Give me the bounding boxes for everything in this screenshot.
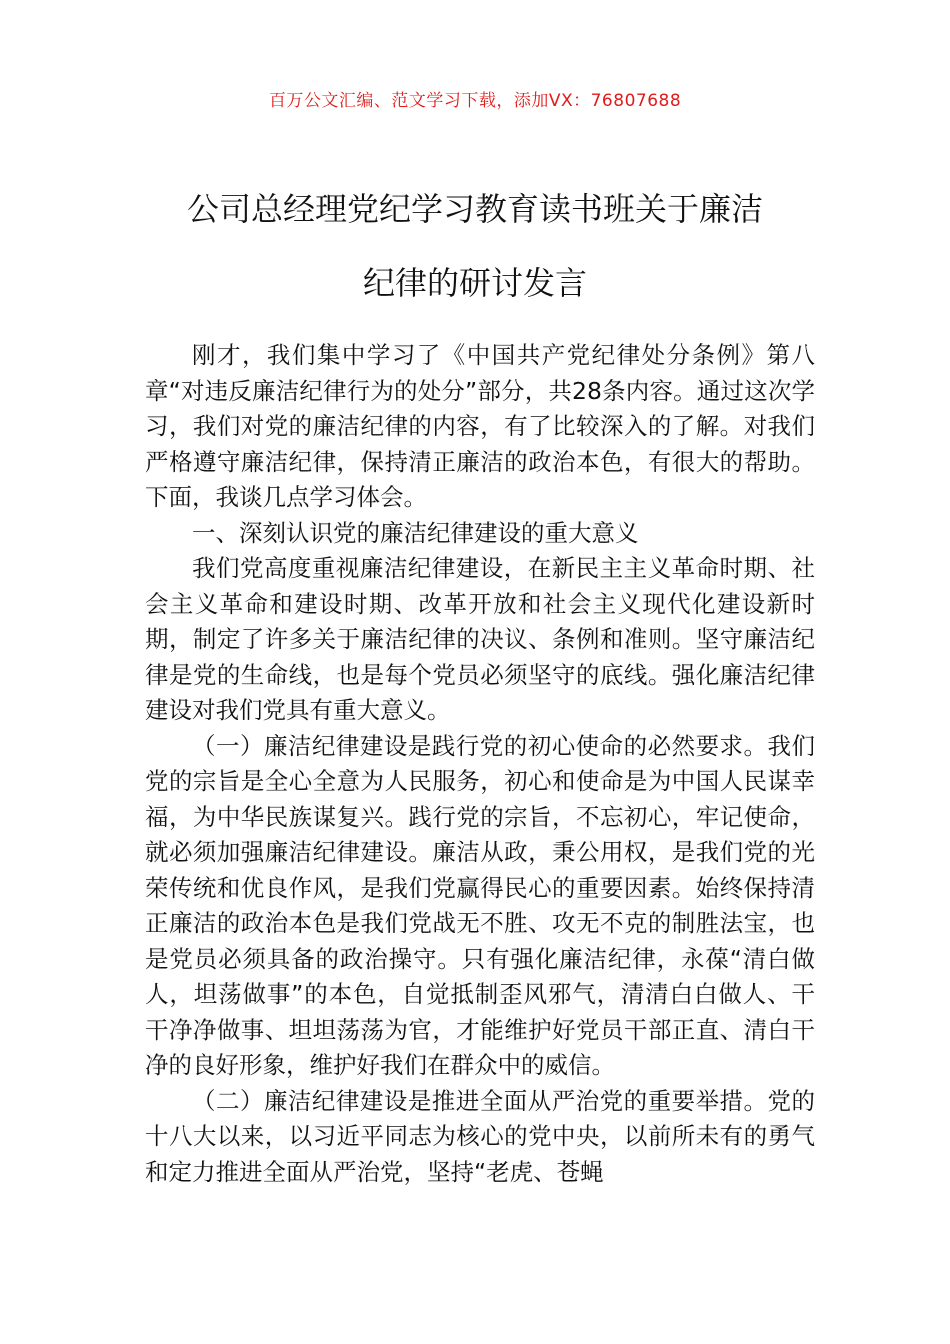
paragraph-point-1: （一）廉洁纪律建设是践行党的初心使命的必然要求。我们党的宗旨是全心全意为人民服务，初心和使命是为中国人民谋幸福，为中华民族谋复兴。践行党的宗旨，不忘初心，牢记使命，就必须加强廉洁纪律建设。廉洁从政，秉公用权，是我们党的光荣传统和优良作风，是我们党赢得民心的重要因素。始终保持清正廉洁的政治本色是我们党战无不胜、攻无不克的制胜法宝，也是党员必须具备的政治操守。只有强化廉洁纪律，永葆“清白做人，坦荡做事”的本色，自觉抵制歪风邪气，清清白白做人、干干净净做事、坦坦荡荡为官，才能维护好党员干部正直、清白干净的良好形象，维护好我们在群众中的威信。 bbox=[145, 731, 815, 1079]
document-title bbox=[100, 172, 850, 320]
paragraph-significance: 我们党高度重视廉洁纪律建设，在新民主主义革命时期、社会主义革命和建设时期、改革开放和社会主义现代化建设新时期，制定了许多关于廉洁纪律的决议、条例和准则。坚守廉洁纪律是党的生命线，也是每个党员必须坚守的底线。强化廉洁纪律建设对我们党具有重大意义。 bbox=[145, 554, 815, 724]
paragraph-intro: 刚才，我们集中学习了《中国共产党纪律处分条例》第八章“对违反廉洁纪律行为的处分”部分，共28条内容。通过这次学习，我们对党的廉洁纪律的内容，有了比较深入的了解。对我们严格遵守廉洁纪律，保持清正廉洁的政治本色，有很大的帮助。下面，我谈几点学习体会。 bbox=[145, 341, 815, 511]
title-line-1: 公司总经理党纪学习教育读书班关于廉洁 bbox=[186, 190, 763, 228]
section-heading-1: 一、深刻认识党的廉洁纪律建设的重大意义 bbox=[192, 518, 639, 547]
title-line-2: 纪律的研讨发言 bbox=[362, 264, 587, 302]
document-body bbox=[145, 338, 815, 1190]
header-note: 百万公文汇编、范文学习下载，添加VX：76807688 bbox=[268, 91, 682, 111]
paragraph-point-2: （二）廉洁纪律建设是推进全面从严治党的重要举措。党的十八大以来，以习近平同志为核心的党中央，以前所未有的勇气和定力推进全面从严治党，坚持“老虎、苍蝇 bbox=[145, 1086, 815, 1186]
